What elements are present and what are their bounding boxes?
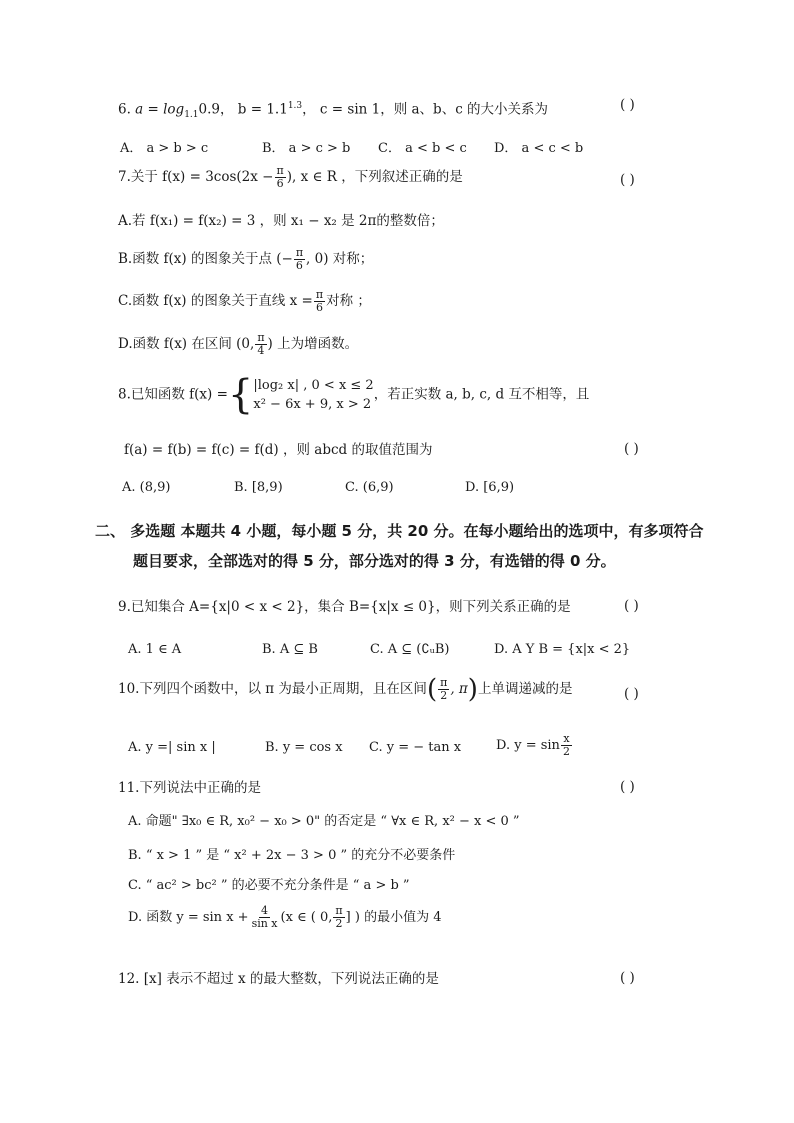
q8-stem: 8.已知函数 f(x) ={ |log₂ x| , 0 < x ≤ 2 x² − 6x + 9, x > 2 ，若正实数 a, b, c, d 互不相等，且 bbox=[118, 372, 590, 418]
q6-option-d: D． a < c < b bbox=[494, 141, 584, 156]
q9-option-d: D. A Y B = {x|x < 2} bbox=[494, 642, 631, 657]
q9-option-b: B. A ⊆ B bbox=[262, 642, 318, 657]
q12-stem: 12. [x] 表示不超过 x 的最大整数，下列说法正确的是 bbox=[118, 971, 439, 987]
q8-answer-paren: ( ) bbox=[624, 441, 639, 457]
q12-answer-paren: ( ) bbox=[620, 970, 635, 986]
q10-stem: 10.下列四个函数中，以 π 为最小正周期，且在区间( $\frac{\pi}{2}$ , π)上单调递减的是 bbox=[118, 674, 573, 705]
q8-option-d: D. [6,9) bbox=[465, 480, 515, 495]
q8-piecewise: |log₂ x| , 0 < x ≤ 2 x² − 6x + 9, x > 2 bbox=[253, 378, 374, 412]
q6-option-a: A． a > b > c bbox=[120, 141, 209, 156]
q9-stem: 9.已知集合 A={x|0 < x < 2}，集合 B={x|x ≤ 0}，则下列关系正确的是 bbox=[118, 599, 571, 615]
q10-answer-paren: ( ) bbox=[624, 686, 639, 702]
q10-option-b: B. y = cos x bbox=[265, 740, 343, 755]
q7-option-c: C.函数 f(x) 的图象关于直线 x = $\frac{\pi}{6}$ 对称 ； bbox=[118, 288, 371, 314]
q6-answer-paren: ( ) bbox=[620, 97, 635, 113]
q9-option-a: A. 1 ∈ A bbox=[128, 642, 182, 657]
q7-fraction: $\frac{\pi}{6}$ bbox=[276, 164, 284, 190]
q8-option-b: B. [8,9) bbox=[234, 480, 283, 495]
q9-option-c: C. A ⊆ (∁ᵤB) bbox=[370, 642, 450, 657]
q7-option-b: B.函数 f(x) 的图象关于点 (− $\frac{\pi}{6}$ , 0) 对称； bbox=[118, 246, 374, 272]
q11-option-d: D. 函数 y = sin x + $\frac{4}{\text{sin x}}$ (x ∈ ( 0, $\frac{\pi}{2}$ ] ) 的最小值为 4 bbox=[128, 904, 442, 930]
q7-stem: 7.关于 f(x) = 3cos(2x − $\frac{\pi}{6}$ ), x ∈ R ，下列叙述正确的是 bbox=[118, 164, 463, 190]
q8-brace: { bbox=[227, 372, 254, 418]
q11-answer-paren: ( ) bbox=[620, 779, 635, 795]
q6-stem: 6. $a = \log_{1.1}0.9$， $b = 1.1^{1.3}$， c = sin 1，则 a、b、c 的大小关系为 bbox=[118, 101, 549, 121]
q10-option-d: D. y = sin $\frac{x}{2}$ bbox=[496, 732, 570, 758]
q10-option-a: A. y =| sin x | bbox=[128, 740, 216, 755]
q11-stem: 11.下列说法中正确的是 bbox=[118, 780, 261, 796]
q9-answer-paren: ( ) bbox=[624, 598, 639, 614]
q7-option-d: D.函数 f(x) 在区间 (0, $\frac{\pi}{4}$ ) 上为增函数。 bbox=[118, 331, 359, 357]
q8-option-a: A. (8,9) bbox=[122, 480, 171, 495]
q11-option-a: A. 命题" ∃x₀ ∈ R, x₀² − x₀ > 0" 的否定是 “ ∀x ∈ R, x² − x < 0 ” bbox=[128, 814, 520, 829]
q7-answer-paren: ( ) bbox=[620, 172, 635, 188]
q10-option-c: C. y = − tan x bbox=[369, 740, 462, 755]
q11-option-b: B. “ x > 1 ” 是 “ x² + 2x − 3 > 0 ” 的充分不必要条件 bbox=[128, 848, 456, 863]
q8-line2: f(a) = f(b) = f(c) = f(d) ，则 abcd 的取值范围为 bbox=[124, 442, 433, 458]
section-2-heading-cont: 题目要求，全部选对的得 5 分，部分选对的得 3 分，有选错的得 0 分。 bbox=[133, 552, 616, 570]
q7-option-a: A.若 f(x₁) = f(x₂) = 3 ，则 x₁ − x₂ 是 2π的整数倍； bbox=[118, 213, 444, 229]
q8-option-c: C. (6,9) bbox=[345, 480, 394, 495]
section-2-heading: 二、 多选题 本题共 4 小题，每小题 5 分，共 20 分。在每小题给出的选项中，有多项符合 bbox=[95, 522, 704, 540]
q11-option-c: C. “ ac² > bc² ” 的必要不充分条件是 “ a > b ” bbox=[128, 878, 410, 893]
q6-option-c: C． a < b < c bbox=[378, 141, 467, 156]
q6-option-b: B． a > c > b bbox=[262, 141, 351, 156]
